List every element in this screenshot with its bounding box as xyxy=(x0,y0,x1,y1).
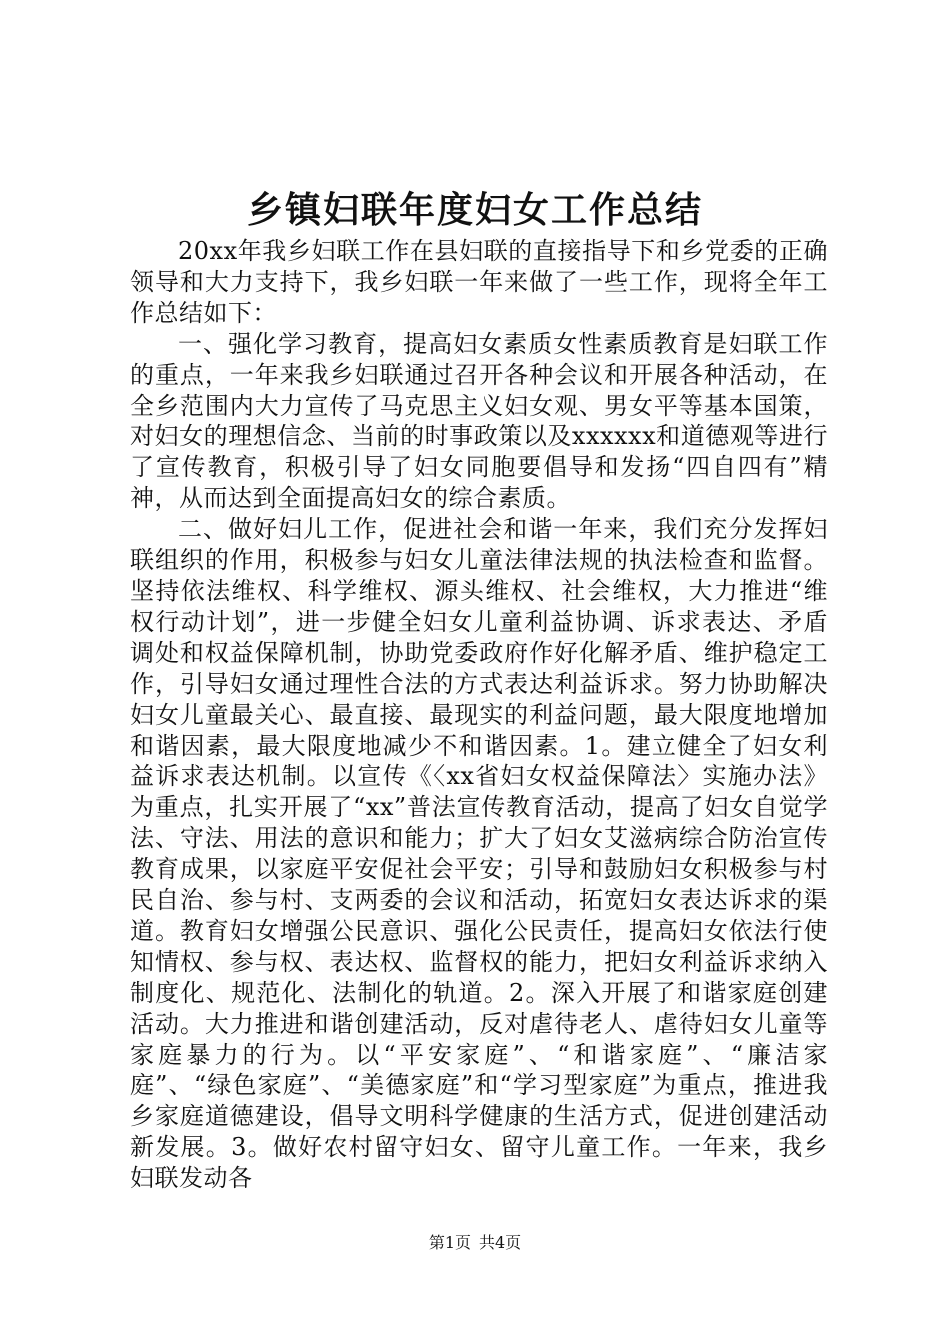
paragraph-intro: 20xx年我乡妇联工作在县妇联的直接指导下和乡党委的正确领导和大力支持下，我乡妇联一年来做了一些工作，现将全年工作总结如下： xyxy=(130,237,828,327)
paragraph-section-2: 二、做好妇儿工作，促进社会和谐一年来，我们充分发挥妇联组织的作用，积极参与妇女儿童法律法规的执法检查和监督。坚持依法维权、科学维权、源头维权、社会维权，大力推进“维权行动计划”，进一步健全妇女儿童利益协调、诉求表达、矛盾调处和权益保障机制，协助党委政府作好化解矛盾、维护稳定工作，引导妇女通过理性合法的方式表达利益诉求。努力协助解决妇女儿童最关心、最直接、最现实的利益问题，最大限度地增加和谐因素，最大限度地减少不和谐因素。1。建立健全了妇女利益诉求表达机制。以宣传《〈xx省妇女权益保障法〉实施办法》为重点，扎实开展了“xx”普法宣传教育活动，提高了妇女自觉学法、守法、用法的意识和能力；扩大了妇女艾滋病综合防治宣传教育成果，以家庭平安促社会平安；引导和鼓励妇女积极参与村民自治、参与村、支两委的会议和活动，拓宽妇女表达诉求的渠道。教育妇女增强公民意识、强化公民责任，提高妇女依法行使知情权、参与权、表达权、监督权的能力，把妇女利益诉求纳入制度化、规范化、法制化的轨道。2。深入开展了和谐家庭创建活动。大力推进和谐创建活动，反对虐待老人、虐待妇女儿童等家庭暴力的行为。以“平安家庭”、“和谐家庭”、“廉洁家庭”、“绿色家庭”、“美德家庭”和“学习型家庭”为重点，推进我乡家庭道德建设，倡导文明科学健康的生活方式，促进创建活动新发展。3。做好农村留守妇女、留守儿童工作。一年来，我乡妇联发动各 xyxy=(130,515,828,1193)
page-footer xyxy=(0,1233,950,1253)
paragraph-section-1: 一、强化学习教育，提高妇女素质女性素质教育是妇联工作的重点，一年来我乡妇联通过召开各种会议和开展各种活动，在全乡范围内大力宣传了马克思主义妇女观、男女平等基本国策，对妇女的理想信念、当前的时事政策以及xxxxxx和道德观等进行了宣传教育，积极引导了妇女同胞要倡导和发扬“四自四有”精神，从而达到全面提高妇女的综合素质。 xyxy=(130,329,828,513)
document-title: 乡镇妇联年度妇女工作总结 xyxy=(246,189,703,231)
page-number: 第1页 xyxy=(428,1233,471,1252)
page-total: 共4页 xyxy=(479,1233,522,1252)
document-body xyxy=(130,236,828,1194)
